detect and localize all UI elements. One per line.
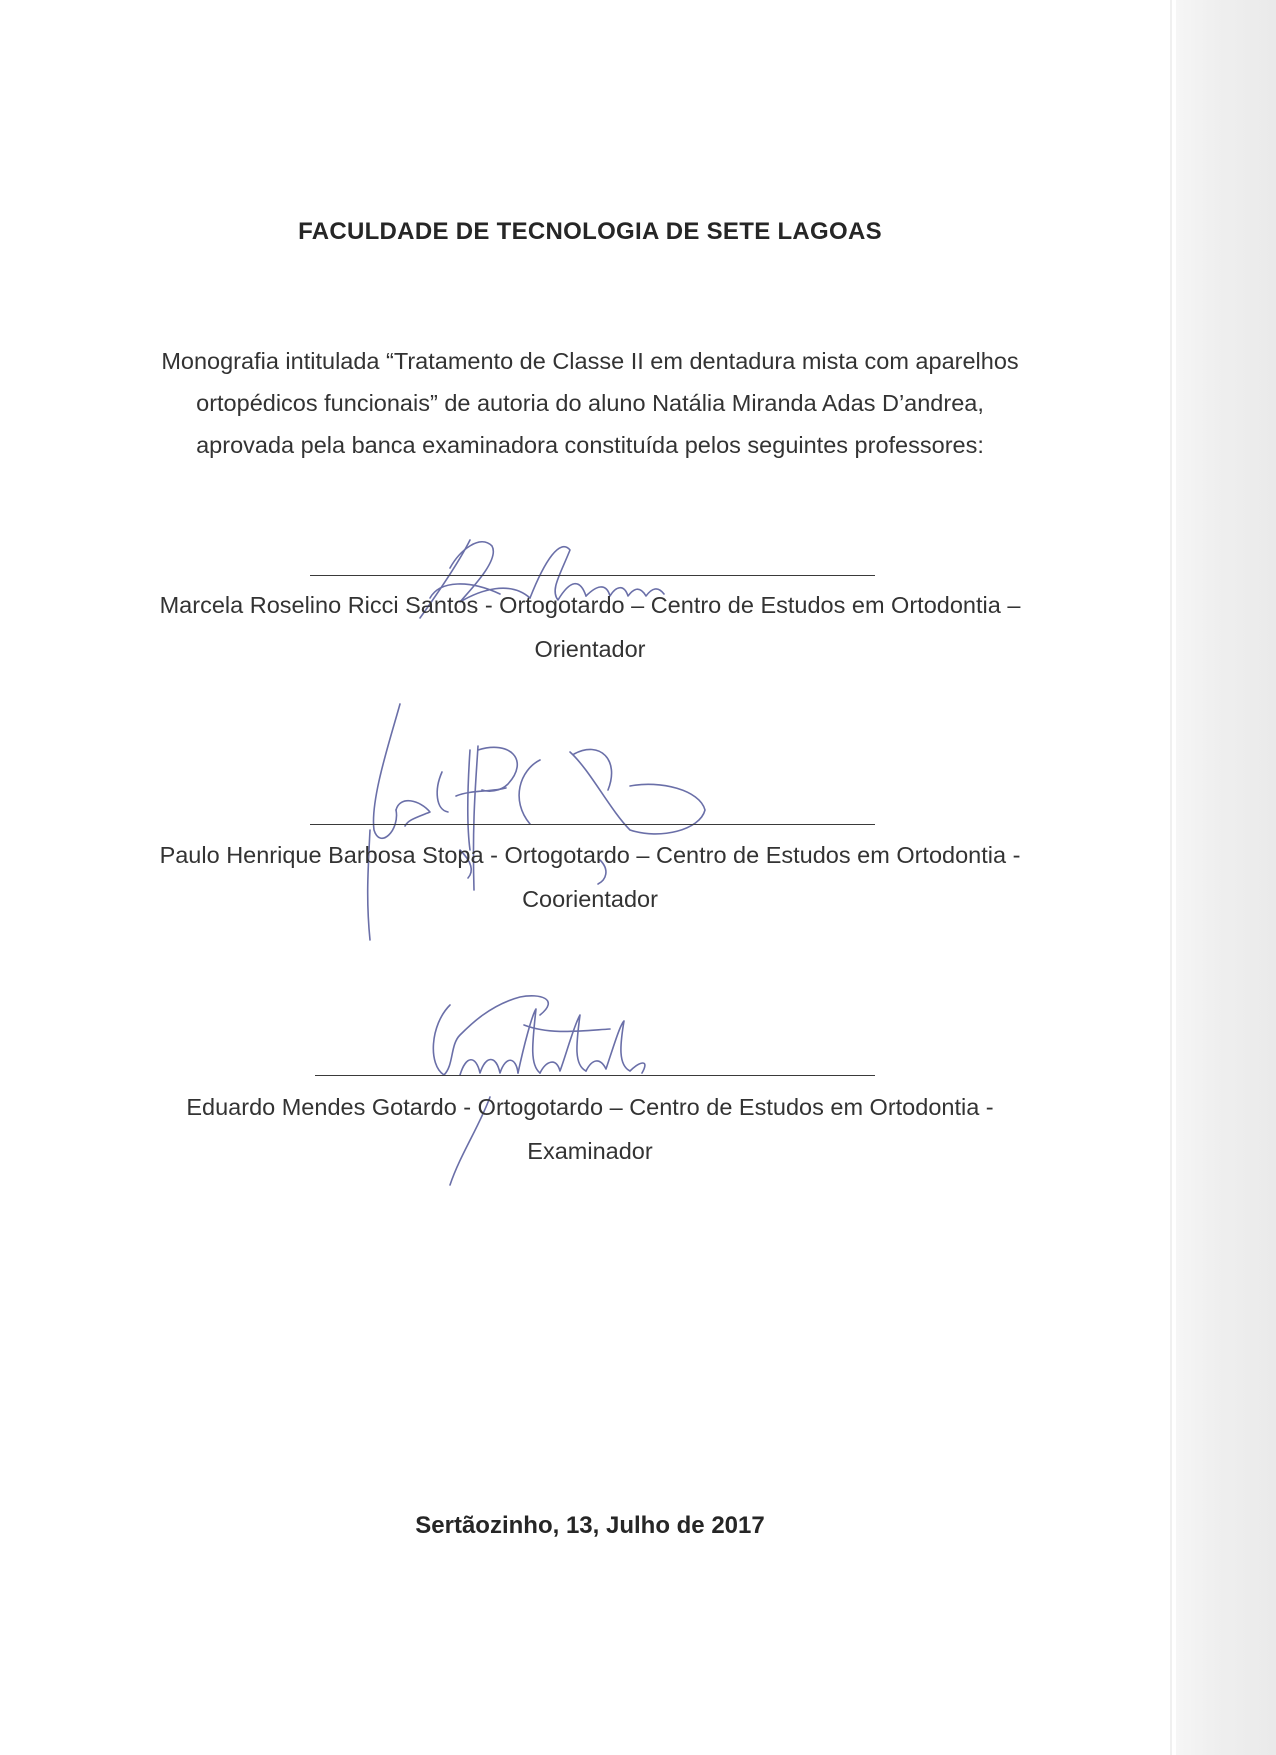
examiner-1-signature-line — [310, 575, 875, 576]
statement-line-3: aprovada pela banca examinadora constituída pelos seguintes professores: — [196, 432, 984, 458]
examiner-1-role: Orientador — [534, 636, 646, 662]
examiner-3-signature-line — [315, 1075, 875, 1076]
statement-line-2: ortopédicos funcionais” de autoria do aluno Natália Miranda Adas D’andrea, — [196, 390, 984, 416]
examiner-2-signature-line — [310, 824, 875, 825]
place-date: Sertãozinho, 13, Julho de 2017 — [415, 1512, 765, 1539]
examiner-2-name: Paulo Henrique Barbosa Stopa - Ortogotardo – Centro de Estudos em Ortodontia - — [159, 842, 1021, 868]
examiner-1-name: Marcela Roselino Ricci Santos - Ortogotardo – Centro de Estudos em Ortodontia – — [159, 592, 1021, 618]
examiner-1-signature — [410, 520, 730, 640]
institution-title: FACULDADE DE TECNOLOGIA DE SETE LAGOAS — [298, 218, 882, 245]
examiner-3-name: Eduardo Mendes Gotardo - Ortogotardo – Centro de Estudos em Ortodontia - — [186, 1094, 994, 1120]
examiner-3-role: Examinador — [527, 1138, 653, 1164]
statement-line-1: Monografia intitulada “Tratamento de Classe II em dentadura mista com aparelhos — [161, 348, 1019, 374]
examiner-2-role: Coorientador — [522, 886, 658, 912]
approval-statement — [130, 340, 1050, 466]
